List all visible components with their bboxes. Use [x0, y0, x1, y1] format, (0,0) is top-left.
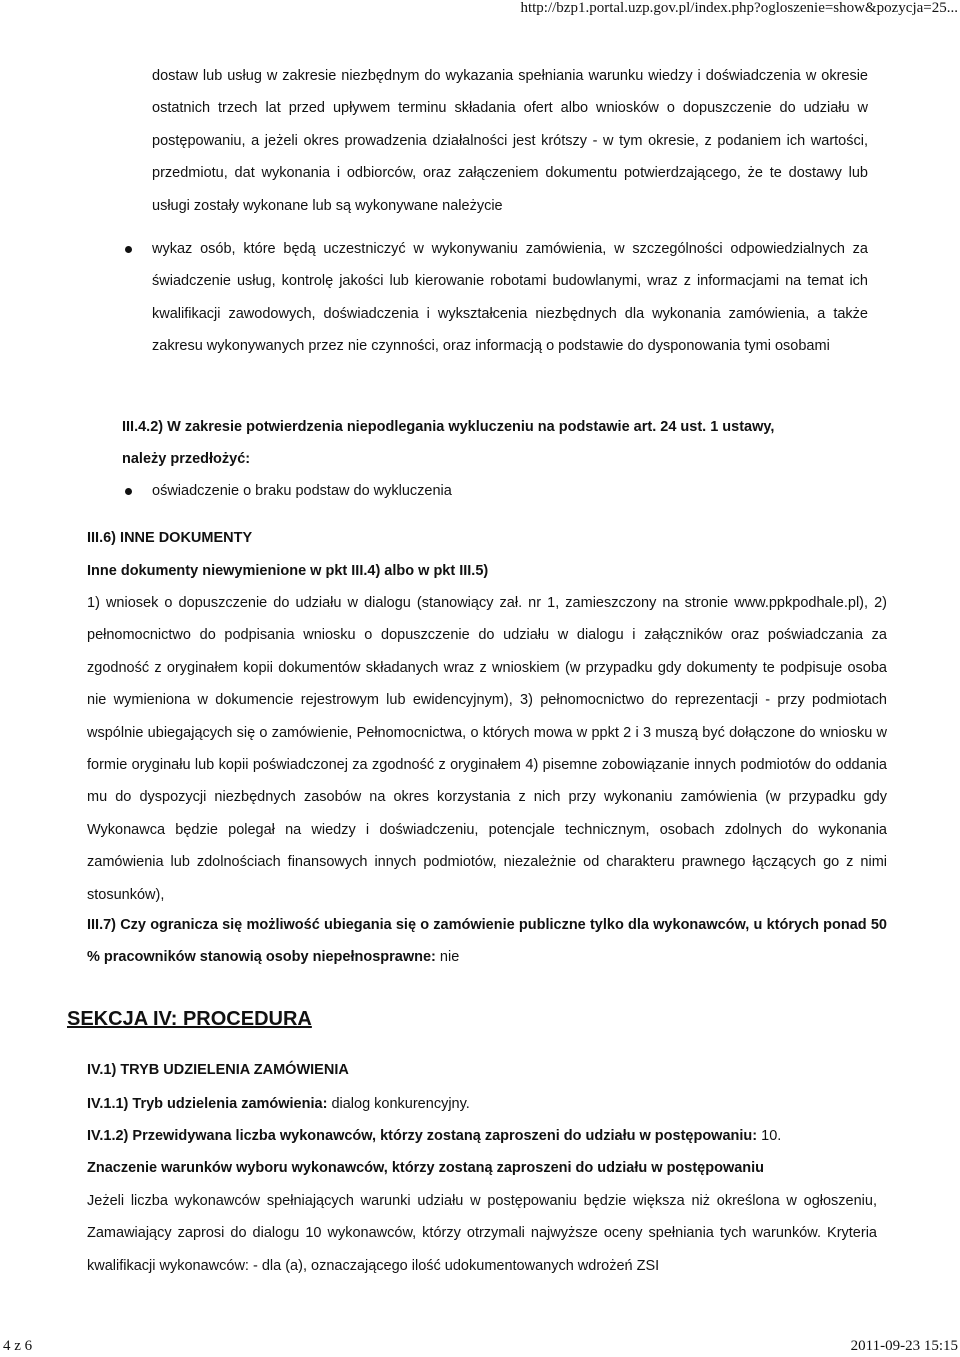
value-tryb: dialog konkurencyjny. — [331, 1096, 470, 1112]
label-tryb: IV.1.1) Tryb udzielenia zamówienia: — [87, 1096, 328, 1112]
heading-iii-4-2-cont: należy przedłożyć: — [122, 451, 251, 467]
heading-znaczenie: Znaczenie warunków wyboru wykonawców, którzy zostaną zaproszeni do udziału w postępowaniu — [87, 1160, 765, 1176]
print-datetime: 2011-09-23 15:15 — [850, 1338, 958, 1354]
paragraph-znaczenie: Jeżeli liczba wykonawców spełniających warunki udziału w postępowaniu będzie większa niż określona w ogłoszeniu, Zamawiający zaprosi do dialogu 10 wykonawców, którzy otrzymali najwyższe oceny spełniania tych warunków. Kryteria kwalifikacji wykonawców: - dla (a), oznaczającego ilość udokumentowanych wdrożeń ZSI — [87, 1193, 877, 1274]
row-tryb — [87, 1094, 470, 1114]
list-item-oswiadczenie: oświadczenie o braku podstaw do wykluczenia — [152, 483, 452, 499]
paragraph-wykaz-osob: wykaz osób, które będą uczestniczyć w wykonywaniu zamówienia, w szczególności odpowiedzialnych za świadczenie usług, kontrolę jakości lub kierowanie robotami budowlanymi, wraz z informacjami na temat ich kwalifikacji zawodowych, doświadczenia i wykształcenia niezbędnych dla wykonania zamówienia, a także zakresu wykonywanych przez nie czynności, oraz informacją o podstawie do dysponowania tymi osobami — [152, 241, 868, 355]
value-liczba: 10. — [761, 1128, 782, 1144]
paragraph-dostawy: dostaw lub usług w zakresie niezbędnym do wykazania spełniania warunku wiedzy i doświadczenia w okresie ostatnich trzech lat przed upływem terminu składania ofert albo wniosków o dopuszczenie do udziału w postępowaniu, a jeżeli okres prowadzenia działalności jest krótszy - w tym okresie, z podaniem ich wartości, przedmiotu, dat wykonania i odbiorców, oraz załączeniem dokumentu potwierdzającego, że te dostawy lub usługi zostały wykonane lub są wykonywane należycie — [152, 68, 868, 214]
label-liczba: IV.1.2) Przewidywana liczba wykonawców, którzy zostaną zaproszeni do udziału w postępowaniu: — [87, 1128, 758, 1144]
paragraph-inne-dokumenty: 1) wniosek o dopuszczenie do udziału w dialogu (stanowiący zał. nr 1, zamieszczony na stronie www.ppkpodhale.pl), 2) pełnomocnictwo do podpisania wniosku o dopuszczenie do udziału w dialogu i załączników oraz poświadczania za zgodność z oryginałem kopii dokumentów składanych wraz z wnioskiem (w przypadku gdy dokumenty te podpisuje osoba nie wymieniona w dokumencie rejestrowym lub ewidencyjnym), 3) pełnomocnictwo do reprezentacji - przy podmiotach wspólnie ubiegających się o zamówienie, Pełnomocnictwa, o których mowa w ppkt 2 i 3 muszą być dołączone do wniosku w formie oryginału lub kopii poświadczonej za zgodność z oryginałem 4) pisemne zobowiązanie innych podmiotów do oddania mu do dyspozycji niezbędnych zasobów na okres korzystania z nich przy wykonaniu zamówienia (w przypadku gdy Wykonawca będzie polegał na wiedzy i doświadczeniu, potencjale technicznym, osobach zdolnych do wykonania zamówienia lub zdolnościach finansowych innych podmiotów, niezależnie od charakteru prawnego łączących go z nimi stosunków), — [87, 595, 887, 903]
answer-iii-7: nie — [439, 949, 460, 966]
heading-iii-6: III.6) INNE DOKUMENTY — [87, 530, 253, 546]
bullet-icon — [125, 246, 132, 253]
page-number: 4 z 6 — [3, 1338, 33, 1354]
page-url: http://bzp1.portal.uzp.gov.pl/index.php?ogloszenie=show&pozycja=25... — [520, 0, 958, 16]
question-iii-7 — [87, 909, 887, 974]
section-title: SEKCJA IV: PROCEDURA — [67, 1008, 312, 1030]
heading-iv-1: IV.1) TRYB UDZIELENIA ZAMÓWIENIA — [87, 1062, 349, 1078]
heading-iii-4-2: III.4.2) W zakresie potwierdzenia niepodlegania wykluczeniu na podstawie art. 24 ust. 1 ustawy, — [122, 419, 775, 435]
question-iii-7-label: III.7) Czy ogranicza się możliwość ubiegania się o zamówienie publiczne tylko dla wykonawców, u których ponad 50 % pracowników stanowią osoby niepełnosprawne: — [87, 917, 887, 966]
row-liczba-wykonawcow — [87, 1126, 781, 1146]
subheading-inne-dokumenty: Inne dokumenty niewymienione w pkt III.4) albo w pkt III.5) — [87, 563, 489, 579]
bullet-icon — [125, 488, 132, 495]
